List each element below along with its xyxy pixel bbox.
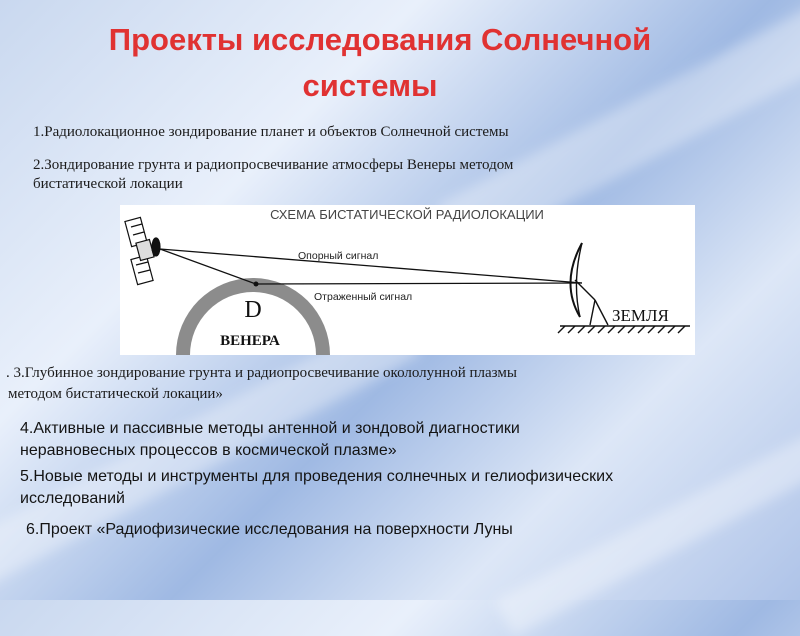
item-3-line2: методом бистатической локации» (8, 386, 223, 402)
diagram-heading: СХЕМА БИСТАТИЧЕСКОЙ РАДИОЛОКАЦИИ (270, 207, 544, 222)
item-6: 6.Проект «Радиофизические исследования на поверхности Луны (26, 521, 513, 538)
point-d-label: D (244, 297, 262, 323)
reflected-signal-label: Отраженный сигнал (314, 291, 413, 303)
item-3-line1: . 3.Глубинное зондирование грунта и радиопросвечивание окололунной плазмы (6, 365, 517, 381)
item-4-line2: неравновесных процессов в космической плазме» (20, 442, 397, 459)
item-5-line2: исследований (20, 490, 125, 507)
earth-label: ЗЕМЛЯ (612, 306, 669, 325)
venus-label: ВЕНЕРА (220, 333, 280, 349)
slide-title-line1: Проекты исследования Солнечной (108, 22, 652, 57)
background-streak (495, 404, 800, 636)
item-4-line1: 4.Активные и пассивные методы антенной и зондовой диагностики (20, 420, 520, 437)
reference-signal-label: Опорный сигнал (298, 250, 379, 262)
item-2-line1: 2.Зондирование грунта и радиопросвечивание атмосферы Венеры методом (33, 157, 514, 173)
bistatic-radar-diagram (120, 205, 695, 355)
item-2-line2: бистатической локации (33, 176, 183, 192)
item-1: 1.Радиолокационное зондирование планет и объектов Солнечной системы (33, 124, 509, 140)
satellite-icon (125, 217, 160, 284)
item-5-line1: 5.Новые методы и инструменты для проведения солнечных и гелиофизических (20, 468, 614, 485)
slide-title-line2: системы (302, 68, 438, 103)
reflection-point (254, 282, 259, 287)
